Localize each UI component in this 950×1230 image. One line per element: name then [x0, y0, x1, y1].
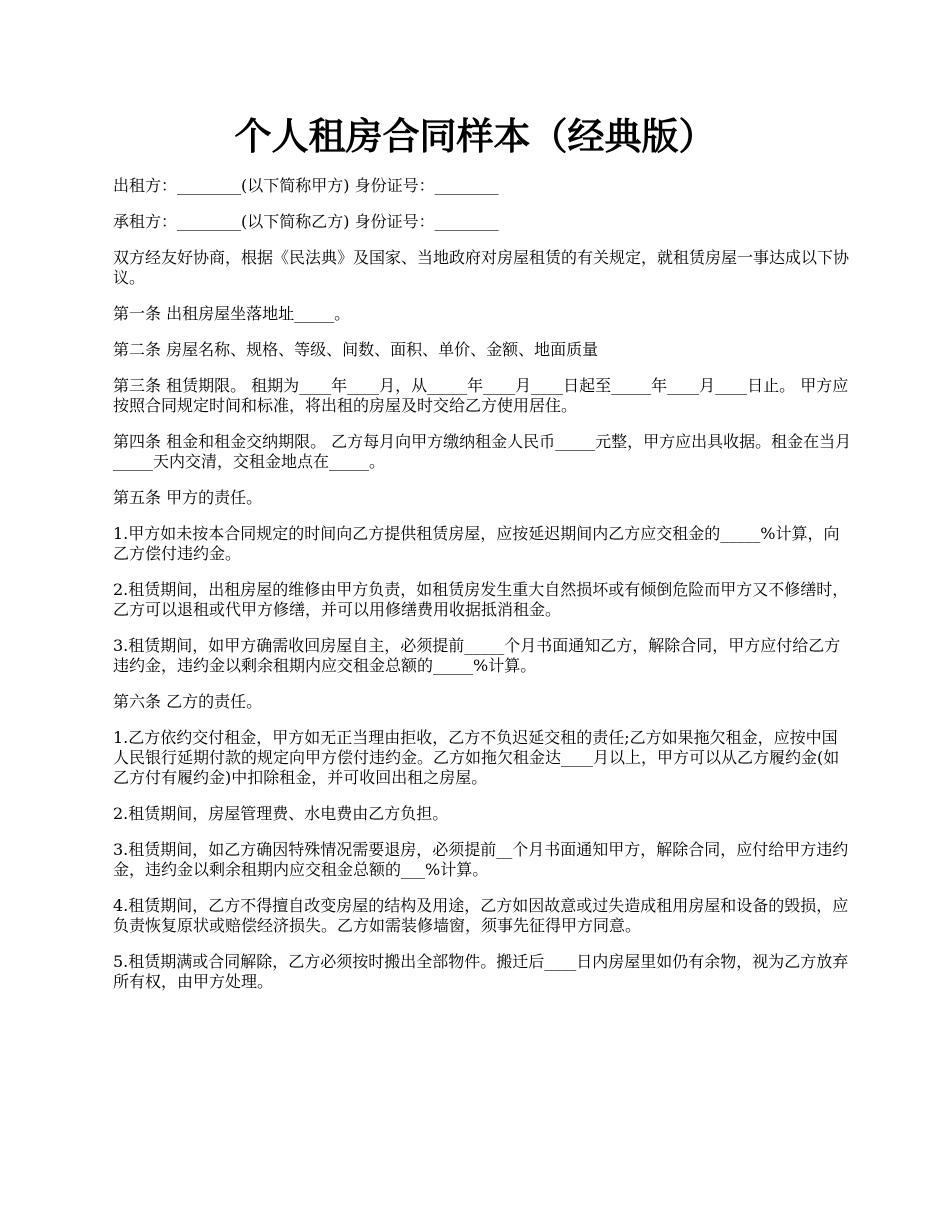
party-b-line: 承租方：________(以下简称乙方) 身份证号：________ — [113, 212, 499, 231]
article-6-item-2: 2.租赁期间，房屋管理费、水电费由乙方负担。 — [113, 804, 449, 823]
article-6-item-4: 4.租赁期间，乙方不得擅自改变房屋的结构及用途，乙方如因故意或过失造成租用房屋和设备的毁损，应负责恢复原状或赔偿经济损失。乙方如需装修墙窗，须事先征得甲方同意。 — [113, 896, 849, 935]
article-5-item-1: 1.甲方如未按本合同规定的时间向乙方提供租赁房屋，应按延迟期间内乙方应交租金的_____%计算，向乙方偿付违约金。 — [113, 524, 840, 563]
article-2: 第二条 房屋名称、规格、等级、间数、面积、单价、金额、地面质量 — [113, 340, 599, 359]
article-3: 第三条 租赁期限。 租期为____年____月，从_____年____月____日起至_____年____月____日止。 甲方应按照合同规定时间和标准，将出租的房屋及时交给乙方使用居住。 — [113, 376, 849, 415]
article-5-heading: 第五条 甲方的责任。 — [113, 488, 263, 507]
article-5-item-2: 2.租赁期间，出租房屋的维修由甲方负责，如租赁房发生重大自然损坏或有倾倒危险而甲方又不修缮时，乙方可以退租或代甲方修缮，并可以用修缮费用收据抵消租金。 — [113, 580, 849, 619]
article-5-item-3: 3.租赁期间，如甲方确需收回房屋自主，必须提前_____个月书面通知乙方，解除合同，甲方应付给乙方违约金，违约金以剩余租期内应交租金总额的_____%计算。 — [113, 636, 841, 675]
document-title: 个人租房合同样本（经典版） — [234, 114, 716, 158]
article-6-heading: 第六条 乙方的责任。 — [113, 692, 263, 711]
article-1: 第一条 出租房屋坐落地址_____。 — [113, 304, 351, 323]
document-body — [113, 176, 853, 1008]
article-6-item-1: 1.乙方依约交付租金，甲方如无正当理由拒收，乙方不负迟延交租的责任;乙方如果拖欠租金，应按中国人民银行延期付款的规定向甲方偿付违约金。乙方如拖欠租金达____月以上，甲方可以从乙方履约金(如乙方付有履约金)中扣除租金，并可收回出租之房屋。 — [113, 728, 840, 787]
article-4: 第四条 租金和租金交纳期限。 乙方每月向甲方缴纳租金人民币_____元整，甲方应出具收据。租金在当月_____天内交清，交租金地点在_____。 — [113, 432, 852, 471]
preamble-paragraph: 双方经友好协商，根据《民法典》及国家、当地政府对房屋租赁的有关规定，就租赁房屋一事达成以下协议。 — [113, 248, 850, 287]
article-6-item-5: 5.租赁期满或合同解除，乙方必须按时搬出全部物件。搬迁后____日内房屋里如仍有余物，视为乙方放弃所有权，由甲方处理。 — [113, 952, 849, 991]
article-6-item-3: 3.租赁期间，如乙方确因特殊情况需要退房，必须提前__个月书面通知甲方，解除合同，应付给甲方违约金，违约金以剩余租期内应交租金总额的___%计算。 — [113, 840, 849, 879]
party-a-line: 出租方：________(以下简称甲方) 身份证号：________ — [113, 176, 499, 195]
